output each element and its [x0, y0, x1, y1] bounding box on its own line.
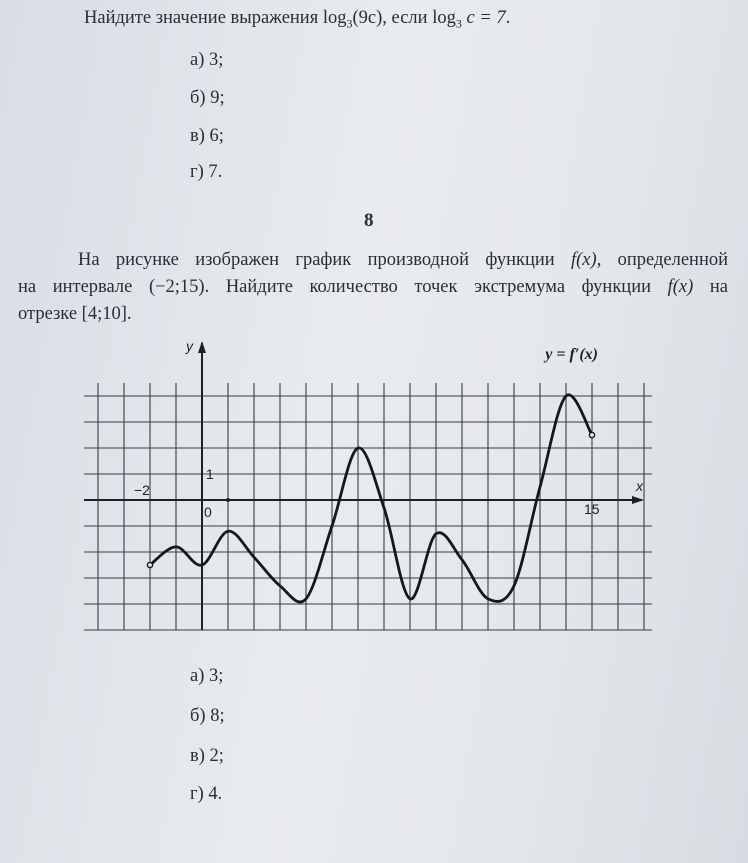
task7-expr-arg: (9c) [352, 8, 383, 28]
task7-option-d[interactable]: г) 7. [190, 162, 223, 182]
task7-cond-base: 3 [455, 16, 462, 31]
task8-line1-f: f(x) [571, 250, 597, 270]
task7-text-end: . [505, 8, 511, 28]
endpoint-start [147, 562, 152, 567]
task8-line2-c: на [693, 277, 728, 297]
task7-option-a[interactable]: а) 3; [190, 50, 224, 70]
task8-line3: отрезке [4;10]. [18, 304, 132, 324]
x-tick-1 [226, 498, 230, 502]
task8-option-c[interactable]: в) 2; [190, 746, 224, 766]
x-axis-label: x [636, 478, 643, 494]
chart-title: y = f′(x) [545, 346, 598, 363]
task8-line2-f: f(x) [667, 277, 694, 297]
chart-series [147, 395, 594, 602]
chart-labels [134, 338, 644, 520]
x-tick-label-neg2: −2 [134, 482, 150, 498]
series-line [150, 395, 592, 602]
task8-number: 8 [364, 210, 374, 231]
task8-line1-b: , определенной [596, 250, 729, 270]
task7-option-c[interactable]: в) 6; [190, 126, 224, 146]
task7-expr-base: 3 [346, 16, 353, 31]
task7-text-before: Найдите значение выражения [84, 8, 323, 28]
task8-option-b[interactable]: б) 8; [190, 706, 225, 726]
y-tick-label-1: 1 [206, 466, 214, 482]
task8-line1-a: На рисунке изображен график производной функции [78, 250, 571, 270]
task8-option-d[interactable]: г) 4. [190, 784, 223, 804]
endpoint-end [589, 432, 594, 437]
task7-text-middle: , если [382, 8, 433, 28]
task7-cond-rest: c = 7 [466, 8, 506, 28]
y-axis-label: y [186, 338, 193, 354]
task7-expr-log: log [322, 8, 347, 28]
y-axis-arrow [198, 341, 206, 353]
task7-cond-log: log [432, 8, 456, 28]
chart-axes [84, 341, 644, 630]
task8-line2-a: на интервале [18, 277, 149, 297]
task8-line2-b: . Найдите количество точек экстремума функции [204, 277, 668, 297]
x-tick-label-0: 0 [204, 504, 212, 520]
x-axis-arrow [632, 496, 644, 504]
task8-option-a[interactable]: а) 3; [190, 666, 224, 686]
x-tick-label-15: 15 [584, 501, 600, 517]
chart-grid [84, 383, 652, 630]
task7-option-b[interactable]: б) 9; [190, 88, 225, 108]
task8-interval: (−2;15) [148, 277, 205, 297]
